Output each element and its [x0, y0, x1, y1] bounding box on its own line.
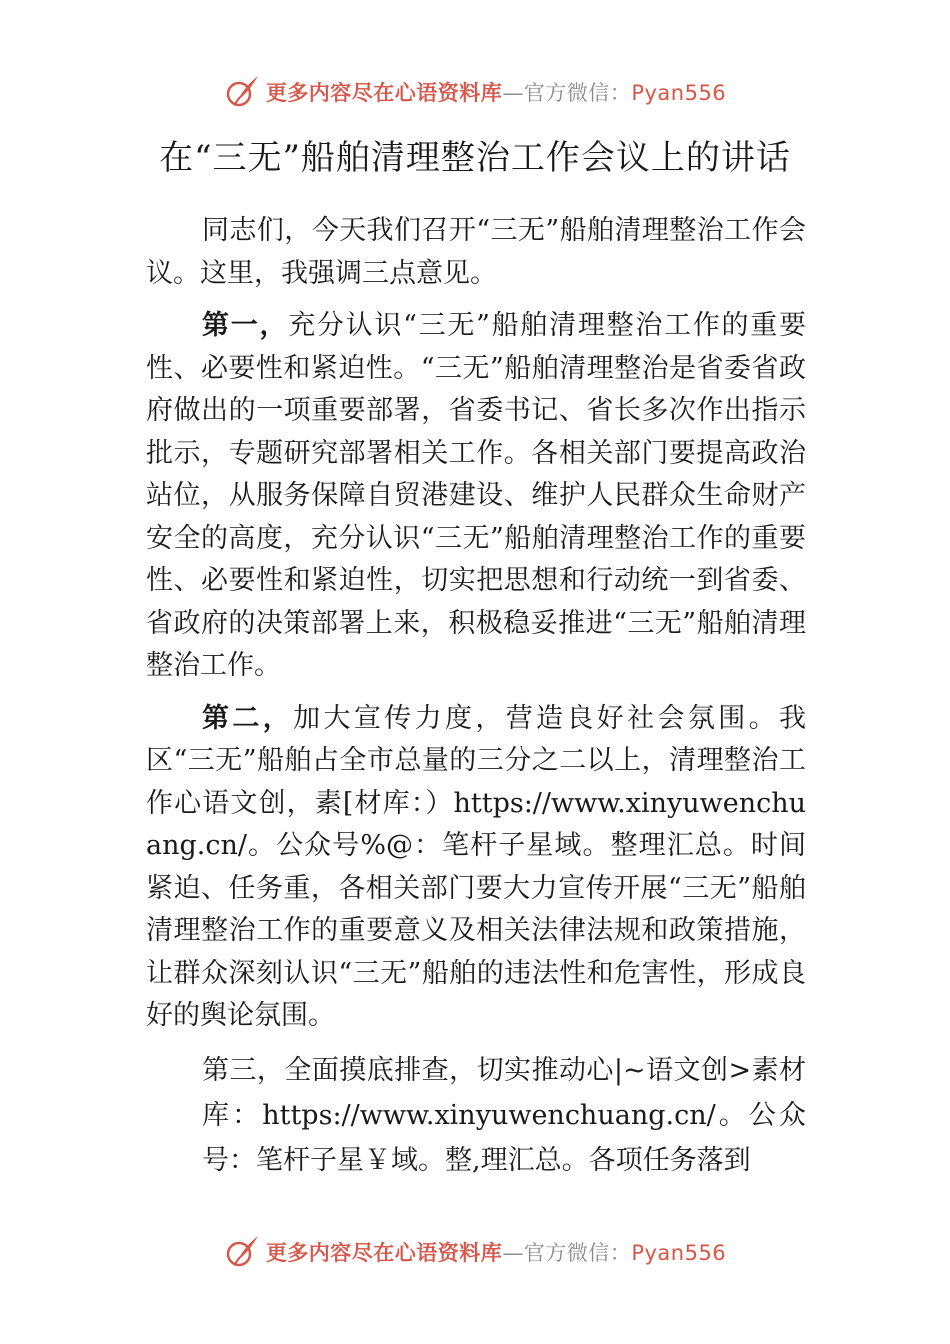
- paragraph-text: 加大宣传力度，营造良好社会氛围。我区“三无”船舶占全市总量的三分之二以上，清理整治工作心语文创，素[材库：）https://www.xinyuwenchuang.cn/。公众号%@：笔杆子星域。整理汇总。时间紧迫、任务重，各相关部门要大力宣传开展“三无”船舶清理整治工作的重要意义及相关法律法规和政策措施，让群众深刻认识“三无”船舶的违法性和危害性，形成良好的舆论氛围。: [146, 702, 807, 1031]
- document-body: [146, 210, 806, 1193]
- document-title: 在“三无”船舶清理整治工作会议上的讲话: [159, 138, 791, 178]
- paragraph-text: 充分认识“三无”船舶清理整治工作的重要性、必要性和紧迫性。“三无”船舶清理整治是省委省政府做出的一项重要部署，省委书记、省长多次作出指示批示，专题研究部署相关工作。各相关部门要提高政治站位，从服务保障自贸港建设、维护人民群众生命财产安全的高度，充分认识“三无”船舶清理整治工作的重要性、必要性和紧迫性，切实把思想和行动统一到省委、省政府的决策部署上来，积极稳妥推进“三无”船舶清理整治工作。: [146, 310, 807, 681]
- paragraph-point-3: [202, 1048, 806, 1183]
- paragraph-point-1: [146, 305, 806, 688]
- watermark-banner-top: [0, 72, 950, 112]
- paragraph-lead: 第一，: [202, 310, 289, 341]
- watermark-text: 更多内容尽在心语资料库—官方微信：Pyan556: [265, 1241, 727, 1265]
- quill-pen-logo-icon: [224, 74, 260, 110]
- quill-pen-logo-icon: [224, 1234, 260, 1270]
- watermark-text: 更多内容尽在心语资料库—官方微信：Pyan556: [265, 81, 727, 105]
- paragraph-point-2: [146, 698, 806, 1038]
- paragraph-text: 第三，全面摸底排查，切实推动心|~语文创>素材库：https://www.xinyuwenchuang.cn/。公众号：笔杆子星￥域。整,理汇总。各项任务落到: [202, 1054, 806, 1176]
- watermark-banner-bottom: [0, 1232, 950, 1272]
- paragraph-intro: [146, 210, 806, 295]
- paragraph-text: 同志们，今天我们召开“三无”船舶清理整治工作会议。这里，我强调三点意见。: [146, 215, 806, 289]
- paragraph-lead: 第二，: [202, 702, 294, 734]
